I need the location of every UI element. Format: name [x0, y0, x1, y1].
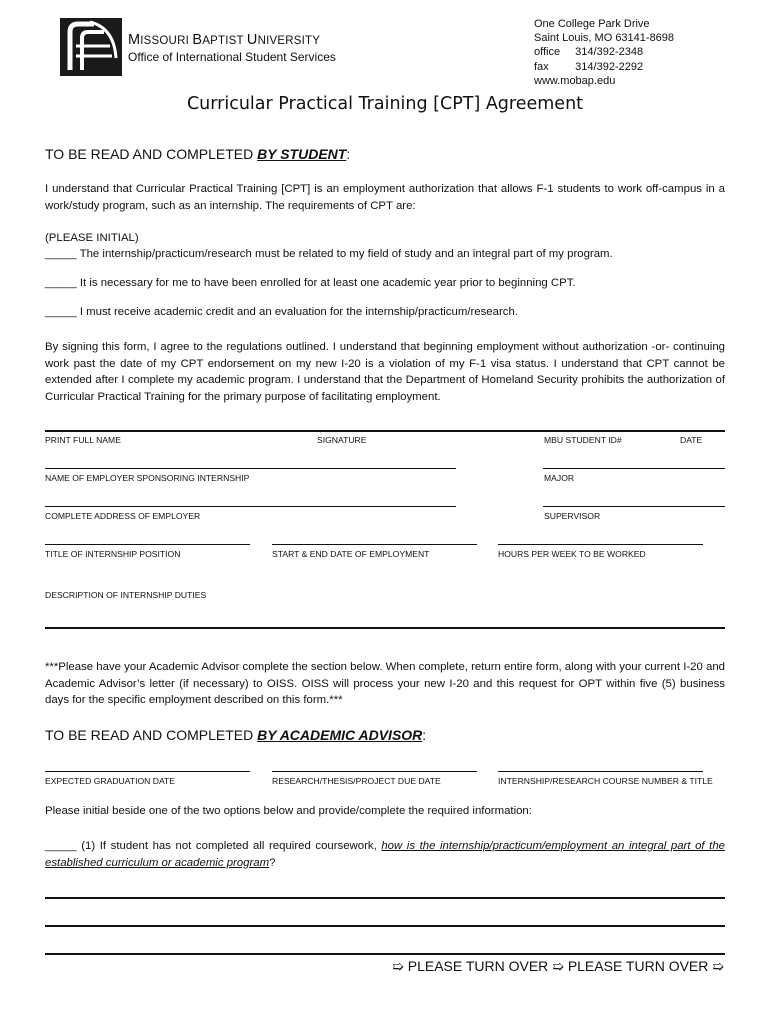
answer-line-3[interactable]	[45, 953, 725, 955]
address-line-1: One College Park Drive	[534, 18, 650, 30]
turn-over-footer: ➯ PLEASE TURN OVER ➯ PLEASE TURN OVER ➯	[392, 958, 724, 974]
fax-phone: 314/392-2292	[575, 60, 644, 73]
advisor-section-heading: TO BE READ AND COMPLETED BY ACADEMIC ADVISOR:	[45, 727, 427, 743]
contact-block	[534, 17, 674, 88]
position-title-line[interactable]	[45, 544, 250, 545]
employer-name-label: NAME OF EMPLOYER SPONSORING INTERNSHIP	[45, 473, 250, 483]
section-divider	[45, 430, 725, 432]
website[interactable]: www.mobap.edu	[534, 74, 616, 87]
address-line-2: Saint Louis, MO 63141-8698	[534, 32, 675, 45]
date-label: DATE	[680, 435, 703, 445]
major-line[interactable]	[543, 468, 725, 469]
initial-note: (PLEASE INITIAL)	[45, 232, 139, 244]
project-due-line[interactable]	[272, 771, 477, 772]
logo-icon	[60, 18, 122, 76]
arrow-icon: ➯	[712, 958, 724, 974]
employment-dates-label: START & END DATE OF EMPLOYMENT	[272, 549, 430, 559]
employment-dates-line[interactable]	[272, 544, 477, 545]
course-label: INTERNSHIP/RESEARCH COURSE NUMBER & TITLE	[498, 776, 713, 786]
duties-line[interactable]	[45, 627, 725, 629]
employer-address-label: COMPLETE ADDRESS OF EMPLOYER	[45, 511, 201, 521]
page-title: Curricular Practical Training [CPT] Agreement	[186, 94, 584, 114]
graduation-date-line[interactable]	[45, 771, 250, 772]
arrow-icon: ➯	[552, 958, 564, 974]
cpt-intro: I understand that Curricular Practical Training [CPT] is an employment authorization that allows F-1 students to work off-campus in a work/study program, such as an internship. The requirements of CPT are:	[45, 183, 725, 212]
office-label: office	[534, 46, 561, 59]
supervisor-label: SUPERVISOR	[544, 511, 601, 521]
position-title-label: TITLE OF INTERNSHIP POSITION	[45, 549, 181, 559]
option-1[interactable]: _____ (1) If student has not completed all required coursework, how is the internship/practicum/employment an integral part of the established curriculum or academic program?	[45, 840, 725, 869]
answer-line-1[interactable]	[45, 897, 725, 899]
signature-label: SIGNATURE	[317, 435, 367, 445]
answer-line-2[interactable]	[45, 925, 725, 927]
hours-line[interactable]	[498, 544, 703, 545]
office-phone: 314/392-2348	[575, 46, 644, 59]
office-phone-row	[534, 45, 674, 59]
student-section-heading: TO BE READ AND COMPLETED BY STUDENT:	[45, 146, 351, 162]
duties-label: DESCRIPTION OF INTERNSHIP DUTIES	[45, 590, 207, 600]
print-full-name-label: PRINT FULL NAME	[45, 435, 121, 445]
employer-address-line[interactable]	[45, 506, 456, 507]
university-logo	[60, 18, 122, 76]
signing-statement: By signing this form, I agree to the regulations outlined. I understand that beginning employment without authorization -or- continuing work past the date of my CPT endorsement on my new I-20 is a violation of my F-1 visa status. I understand that CPT cannot be extended after I complete my academic program. I understand that the Department of Homeland Security prohibits the authorization of Curricular Practical Training for the primary purpose of facilitating employment.	[45, 341, 725, 404]
requirement-3[interactable]: _____ I must receive academic credit and an evaluation for the internship/practicum/research.	[45, 306, 518, 318]
office-name: Office of International Student Services	[128, 50, 336, 64]
university-name: MISSOURI BAPTIST UNIVERSITY	[128, 32, 321, 48]
arrow-icon: ➯	[392, 958, 404, 974]
course-line[interactable]	[498, 771, 703, 772]
hours-label: HOURS PER WEEK TO BE WORKED	[498, 549, 646, 559]
major-label: MAJOR	[544, 473, 575, 483]
project-due-label: RESEARCH/THESIS/PROJECT DUE DATE	[272, 776, 441, 786]
requirement-2[interactable]: _____ It is necessary for me to have been enrolled for at least one academic year prior to beginning CPT.	[45, 277, 576, 289]
fax-label: fax	[534, 60, 549, 73]
employer-name-line[interactable]	[45, 468, 456, 469]
student-id-label: MBU STUDENT ID#	[544, 435, 622, 445]
advisor-note: ***Please have your Academic Advisor complete the section below. When complete, return entire form, along with your current I-20 and Academic Advisor’s letter (if necessary) to OISS. OISS will process your new I-20 and this request for OPT within five (5) business days for the specific employment described on this form.***	[45, 661, 725, 707]
fax-row	[534, 60, 674, 74]
graduation-date-label: EXPECTED GRADUATION DATE	[45, 776, 176, 786]
requirement-1[interactable]: _____ The internship/practicum/research must be related to my field of study and an integral part of my program.	[45, 248, 613, 260]
supervisor-line[interactable]	[543, 506, 725, 507]
advisor-instruction: Please initial beside one of the two options below and provide/complete the required information:	[45, 805, 532, 817]
